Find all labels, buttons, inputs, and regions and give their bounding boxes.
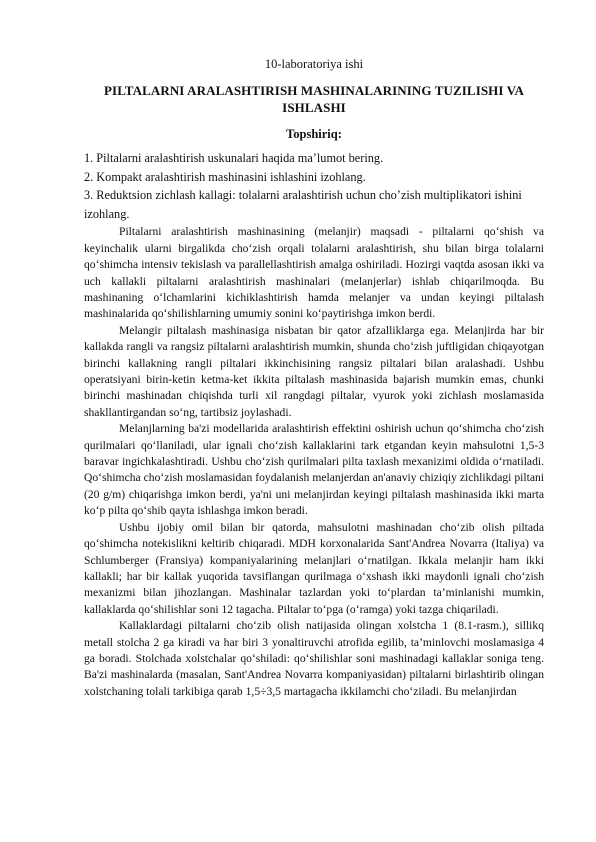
task-item: 1. Piltalarni aralashtirish uskunalari haqida ma’lumot bering. — [84, 151, 384, 165]
body-paragraph: Piltalarni aralashtirish mashinasining (melanjir) maqsadi - piltalarni qo‘shish va keyinchalik ularni birgalikda cho‘zish orqali tolalarni aralashtirish, shu bilan birga tolalarni qo‘shimcha intensiv tekislash va parallellashtirish amalga oshiriladi. Hozirgi vaqtda asosan ikki va uch kallakli piltalarni aralashtirish mashinalari (melanjerlar) ishlab chiqarilmoqda. Bu mashinaning o‘lchamlarini kichiklashtirish hamda melanjer va undan keyingi piltalash mashinalarida qo‘shilishlarning umumiy sonini ko‘paytirishga imkon berdi. — [84, 225, 544, 321]
task-heading: Topshiriq: — [286, 127, 342, 141]
task-item: 2. Kompakt aralashtirish mashinasini ishlashini izohlang. — [84, 169, 366, 184]
body-paragraph: Kallaklardagi piltalarni cho‘zib olish natijasida olingan xolstcha 1 (8.1-rasm.), sillikq metall stolcha 2 ga kiradi va har biri 3 yonaltiruvchi atrofida egilib, ta’minlovchi moslamasiga 4 ga boradi. Stolchada xolstchalar qo‘shiladi: qo‘shilishlar soni mashinadagi kallaklar soniga teng. Ba'zi mashinalarda (masalan, Sant'Andrea Novarra kompaniyasidan) piltalarni birlashtirib olingan xolstchaning tolali tarkibiga qarab 1,5÷3,5 martagacha ikkilamchi cho‘ziladi. Bu melanjirdan — [84, 619, 544, 698]
body-paragraph: Ushbu ijobiy omil bilan bir qatorda, mahsulotni mashinadan cho‘zib olish piltada qo‘shimcha notekislikni keltirib chiqaradi. MDH korxonalarida Sant'Andrea Novarra (Italiya) va Schlumberger (Fransiya) kompaniyalarining melanjlari o‘rnatilgan. Ikkala melanjir ham ikki kallakli; har bir kallak yuqorida tavsiflangan qurilmaga o‘xshash ikki maydonli ignali cho‘zish mexanizmi bilan jihozlangan. Mashinalar tazlardan yoki to‘plardan ta’minlanishi mumkin, kallaklarda qo‘shilishlar soni 12 tagacha. Piltalar to‘pga (o‘ramga) yoki tazga chiqariladi. — [84, 520, 544, 616]
document-title: PILTALARNI ARALASHTIRISH MASHINALARINING TUZILISHI VA ISHLASHI — [104, 83, 524, 115]
body-paragraph: Melangir piltalash mashinasiga nisbatan bir qator afzalliklarga ega. Melanjirda har bir kallakda rangli va rangsiz piltalarni aralashtirish mumkin, shunda cho‘zish juftligidan chiqayotgan birinchi kallakning rangli piltalari ikkinchisining rangsiz piltalari bilan aralashadi. Ushbu operatsiyani birin-ketin ketma-ket ikkita piltalash mashinasida bajarish mumkin emas, chunki birinchi mashinadan chiqishda turli xil rangdagi piltalar, vyurok yoki zichlash moslamasida shakllantirgandan so‘ng, tartibsiz joylashadi. — [84, 323, 544, 419]
task-item: 3. Reduktsion zichlash kallagi: tolalarni aralashtirish uchun cho’zish multiplikatori ishini izohlang. — [84, 188, 522, 221]
lab-number: 10-laboratoriya ishi — [264, 57, 364, 71]
document-page — [84, 56, 544, 700]
task-list — [84, 149, 544, 223]
body-paragraph: Melanjlarning ba'zi modellarida aralashtirish effektini oshirish uchun qo‘shimcha cho‘zish qurilmalari qo‘llaniladi, ular ignali cho‘zish kallaklarini tark etgandan keyin mahsulotni 1,5-3 baravar ingichkalashtiradi. Ushbu cho‘zish qurilmalari pilta taxlash mexanizimi oldida o‘rnatiladi. Qo‘shimcha cho‘zish moslamasidan foydalanish melanjerdan an'anaviy chiziqiy zichlikdagi piltani (20 g/m) chiqarishga imkon berdi, ya'ni uni melanjirdan keyingi piltalash mashinasida ikki marta ko‘p pilta qo‘shib qayta ishlashga imkon beradi. — [84, 422, 544, 518]
